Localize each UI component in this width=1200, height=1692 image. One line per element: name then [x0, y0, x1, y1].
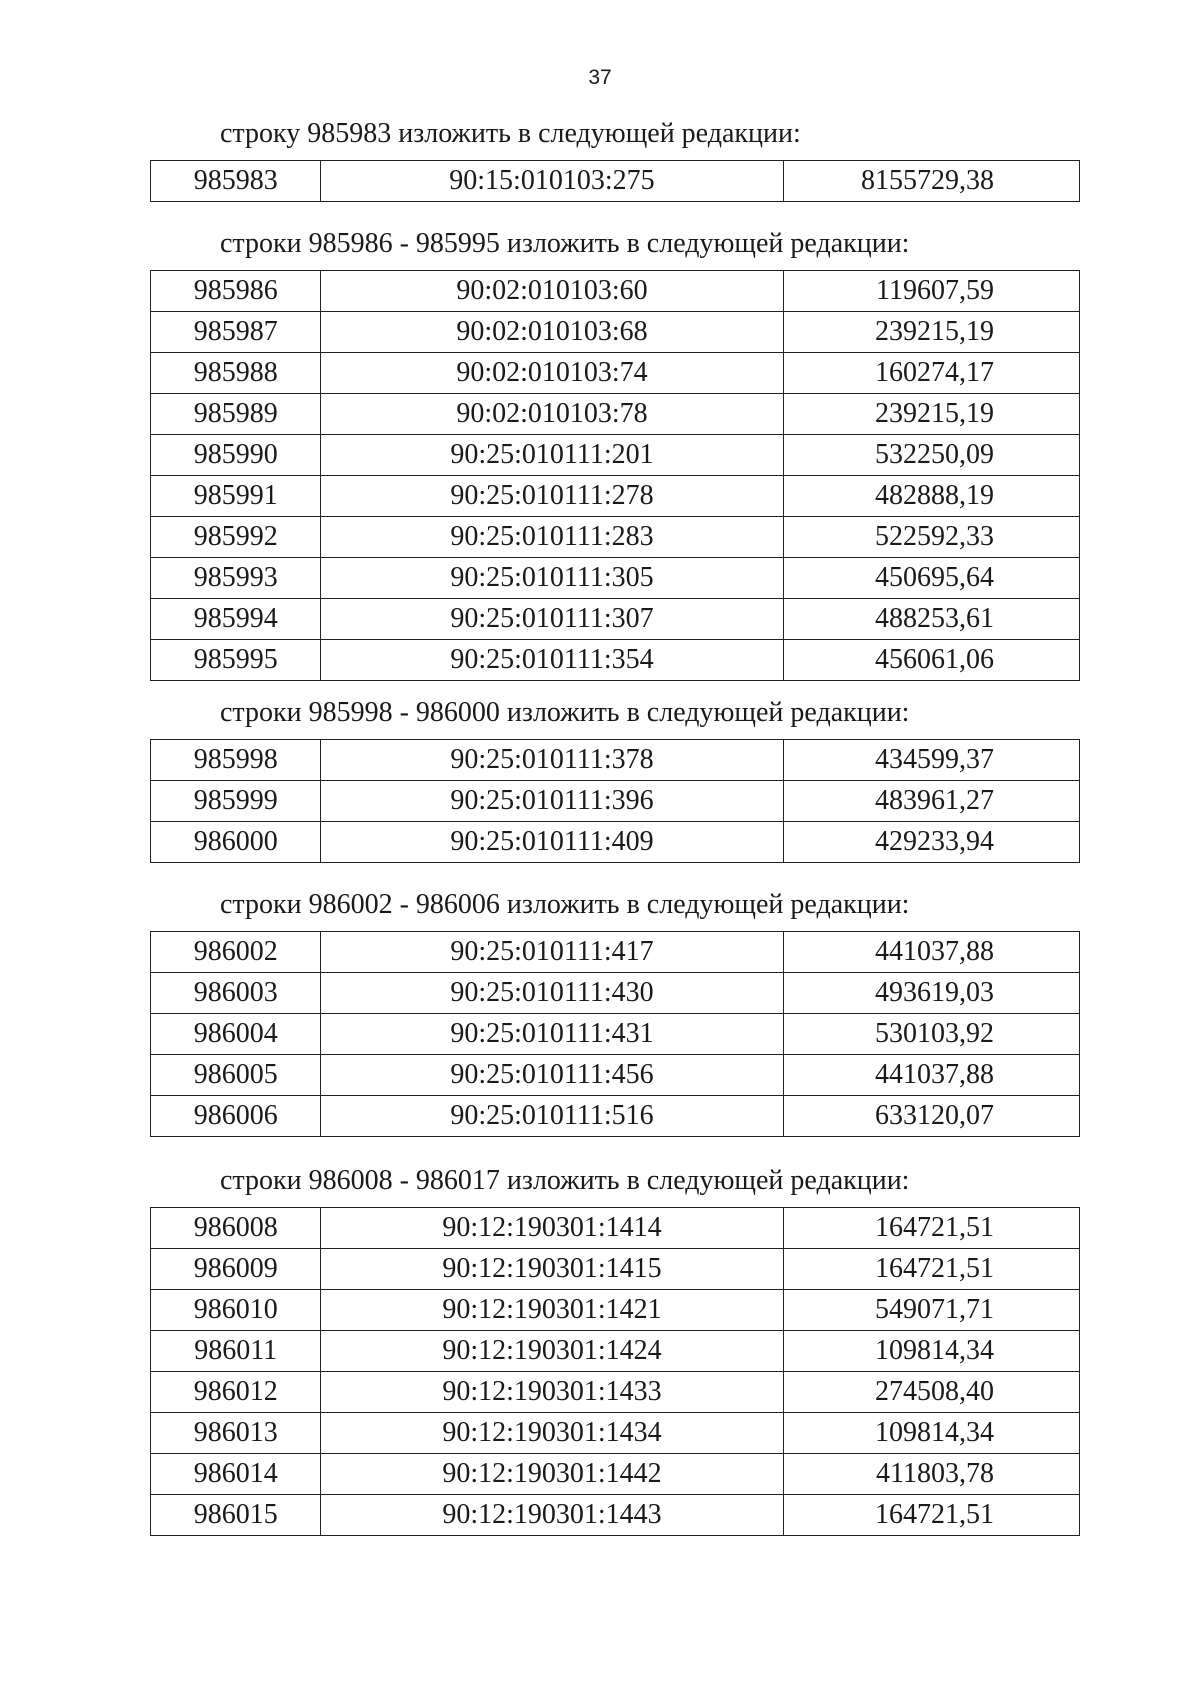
cadastral-number-cell: 90:02:010103:78	[321, 394, 783, 435]
cadastral-number-cell: 90:25:010111:283	[321, 517, 783, 558]
row-number-cell: 985990	[151, 435, 321, 476]
row-number-cell: 985994	[151, 599, 321, 640]
cadastral-number-cell: 90:12:190301:1443	[321, 1495, 783, 1536]
value-cell: 488253,61	[783, 599, 1079, 640]
row-number-cell: 985998	[151, 740, 321, 781]
section-heading: строку 985983 изложить в следующей редакции:	[220, 118, 801, 149]
row-number-cell: 985987	[151, 312, 321, 353]
section-heading: строки 985986 - 985995 изложить в следующей редакции:	[220, 228, 910, 259]
table-row	[151, 599, 1080, 640]
data-table	[150, 931, 1080, 1137]
table-row	[151, 1495, 1080, 1536]
cadastral-number-cell: 90:25:010111:417	[321, 932, 783, 973]
row-number-cell: 986014	[151, 1454, 321, 1495]
value-cell: 160274,17	[783, 353, 1079, 394]
table-row	[151, 740, 1080, 781]
row-number-cell: 986000	[151, 822, 321, 863]
cadastral-number-cell: 90:12:190301:1415	[321, 1249, 783, 1290]
row-number-cell: 985983	[151, 161, 321, 202]
value-cell: 164721,51	[783, 1495, 1079, 1536]
value-cell: 441037,88	[783, 932, 1079, 973]
table-row	[151, 1331, 1080, 1372]
section-985998-986000	[150, 697, 1080, 863]
row-number-cell: 985989	[151, 394, 321, 435]
cadastral-number-cell: 90:12:190301:1433	[321, 1372, 783, 1413]
row-number-cell: 986012	[151, 1372, 321, 1413]
row-number-cell: 985999	[151, 781, 321, 822]
table-row	[151, 822, 1080, 863]
cadastral-number-cell: 90:12:190301:1434	[321, 1413, 783, 1454]
value-cell: 530103,92	[783, 1014, 1079, 1055]
value-cell: 493619,03	[783, 973, 1079, 1014]
value-cell: 8155729,38	[783, 161, 1079, 202]
table-row	[151, 640, 1080, 681]
row-number-cell: 986004	[151, 1014, 321, 1055]
row-number-cell: 986010	[151, 1290, 321, 1331]
row-number-cell: 985986	[151, 271, 321, 312]
value-cell: 109814,34	[783, 1331, 1079, 1372]
row-number-cell: 985992	[151, 517, 321, 558]
section-heading: строки 985998 - 986000 изложить в следующей редакции:	[220, 697, 910, 728]
value-cell: 441037,88	[783, 1055, 1079, 1096]
cadastral-number-cell: 90:25:010111:430	[321, 973, 783, 1014]
value-cell: 164721,51	[783, 1208, 1079, 1249]
value-cell: 522592,33	[783, 517, 1079, 558]
cadastral-number-cell: 90:02:010103:68	[321, 312, 783, 353]
data-table	[150, 270, 1080, 681]
table-row	[151, 1413, 1080, 1454]
row-number-cell: 986003	[151, 973, 321, 1014]
table-row	[151, 1208, 1080, 1249]
page-number: 37	[588, 66, 612, 89]
cadastral-number-cell: 90:25:010111:378	[321, 740, 783, 781]
cadastral-number-cell: 90:25:010111:431	[321, 1014, 783, 1055]
row-number-cell: 986013	[151, 1413, 321, 1454]
value-cell: 532250,09	[783, 435, 1079, 476]
table-row	[151, 1372, 1080, 1413]
row-number-cell: 986006	[151, 1096, 321, 1137]
section-heading: строки 986002 - 986006 изложить в следующей редакции:	[220, 889, 910, 920]
section-heading: строки 986008 - 986017 изложить в следующей редакции:	[220, 1165, 910, 1196]
value-cell: 434599,37	[783, 740, 1079, 781]
table-row	[151, 558, 1080, 599]
value-cell: 164721,51	[783, 1249, 1079, 1290]
table-row	[151, 517, 1080, 558]
table-row	[151, 394, 1080, 435]
section-986008-986017	[150, 1165, 1080, 1536]
row-number-cell: 986009	[151, 1249, 321, 1290]
cadastral-number-cell: 90:12:190301:1414	[321, 1208, 783, 1249]
cadastral-number-cell: 90:25:010111:201	[321, 435, 783, 476]
value-cell: 483961,27	[783, 781, 1079, 822]
value-cell: 482888,19	[783, 476, 1079, 517]
value-cell: 456061,06	[783, 640, 1079, 681]
cadastral-number-cell: 90:15:010103:275	[321, 161, 783, 202]
table-row	[151, 271, 1080, 312]
section-985983	[150, 118, 1080, 202]
cadastral-number-cell: 90:12:190301:1442	[321, 1454, 783, 1495]
table-row	[151, 1249, 1080, 1290]
cadastral-number-cell: 90:25:010111:307	[321, 599, 783, 640]
value-cell: 119607,59	[783, 271, 1079, 312]
cadastral-number-cell: 90:02:010103:60	[321, 271, 783, 312]
cadastral-number-cell: 90:25:010111:396	[321, 781, 783, 822]
value-cell: 239215,19	[783, 394, 1079, 435]
value-cell: 549071,71	[783, 1290, 1079, 1331]
cadastral-number-cell: 90:25:010111:456	[321, 1055, 783, 1096]
value-cell: 274508,40	[783, 1372, 1079, 1413]
value-cell: 429233,94	[783, 822, 1079, 863]
row-number-cell: 986015	[151, 1495, 321, 1536]
cadastral-number-cell: 90:02:010103:74	[321, 353, 783, 394]
cadastral-number-cell: 90:25:010111:354	[321, 640, 783, 681]
table-row	[151, 353, 1080, 394]
row-number-cell: 986005	[151, 1055, 321, 1096]
table-row	[151, 435, 1080, 476]
section-986002-986006	[150, 889, 1080, 1137]
cadastral-number-cell: 90:25:010111:305	[321, 558, 783, 599]
row-number-cell: 985988	[151, 353, 321, 394]
cadastral-number-cell: 90:25:010111:278	[321, 476, 783, 517]
value-cell: 109814,34	[783, 1413, 1079, 1454]
table-row	[151, 932, 1080, 973]
row-number-cell: 985995	[151, 640, 321, 681]
row-number-cell: 986002	[151, 932, 321, 973]
table-row	[151, 476, 1080, 517]
table-row	[151, 973, 1080, 1014]
value-cell: 411803,78	[783, 1454, 1079, 1495]
value-cell: 450695,64	[783, 558, 1079, 599]
cadastral-number-cell: 90:12:190301:1424	[321, 1331, 783, 1372]
section-985986-985995	[150, 228, 1080, 681]
table-row	[151, 161, 1080, 202]
cadastral-number-cell: 90:25:010111:516	[321, 1096, 783, 1137]
value-cell: 239215,19	[783, 312, 1079, 353]
row-number-cell: 986011	[151, 1331, 321, 1372]
table-row	[151, 1454, 1080, 1495]
table-row	[151, 312, 1080, 353]
row-number-cell: 986008	[151, 1208, 321, 1249]
data-table	[150, 1207, 1080, 1536]
table-row	[151, 1055, 1080, 1096]
data-table	[150, 739, 1080, 863]
cadastral-number-cell: 90:12:190301:1421	[321, 1290, 783, 1331]
value-cell: 633120,07	[783, 1096, 1079, 1137]
table-row	[151, 1290, 1080, 1331]
row-number-cell: 985993	[151, 558, 321, 599]
row-number-cell: 985991	[151, 476, 321, 517]
table-row	[151, 1014, 1080, 1055]
data-table	[150, 160, 1080, 202]
cadastral-number-cell: 90:25:010111:409	[321, 822, 783, 863]
table-row	[151, 781, 1080, 822]
table-row	[151, 1096, 1080, 1137]
